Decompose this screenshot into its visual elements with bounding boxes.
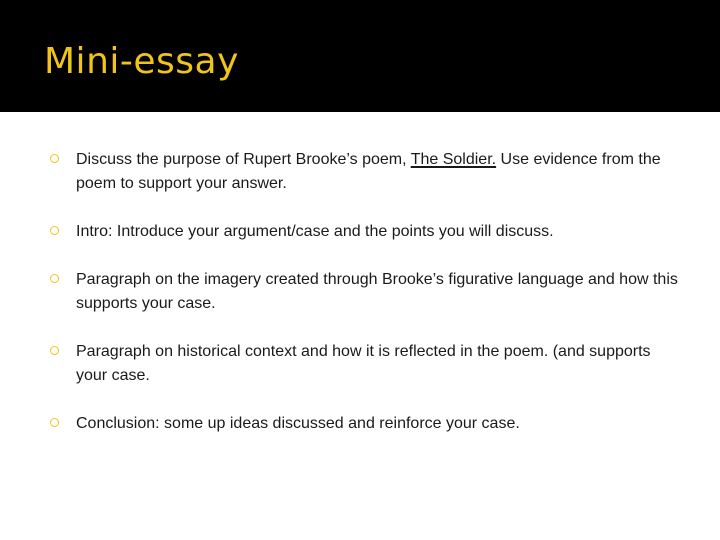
bullet-text: Intro: Introduce your argument/case and the points you will discuss. xyxy=(76,223,554,240)
bullet-text: Paragraph on historical context and how it is reflected in the poem. (and supports your case. xyxy=(76,343,651,384)
title-bar xyxy=(0,0,720,112)
bullet-text-before: Discuss the purpose of Rupert Brooke’s poem, xyxy=(76,151,411,168)
poem-title: The Soldier. xyxy=(410,151,497,168)
slide-title: Mini-essay xyxy=(44,41,239,82)
circle-bullet-icon xyxy=(50,154,59,163)
circle-bullet-icon xyxy=(50,274,59,283)
circle-bullet-icon xyxy=(50,346,59,355)
bullet-text-after: Use evidence from the poem to support your answer. xyxy=(76,151,661,192)
bullet-text xyxy=(76,148,686,196)
bullet-text: Paragraph on the imagery created through Brooke’s figurative language and how this supports your case. xyxy=(76,271,678,312)
circle-bullet-icon xyxy=(50,226,59,235)
bullet-text: Conclusion: some up ideas discussed and reinforce your case. xyxy=(76,415,520,432)
circle-bullet-icon xyxy=(50,418,59,427)
